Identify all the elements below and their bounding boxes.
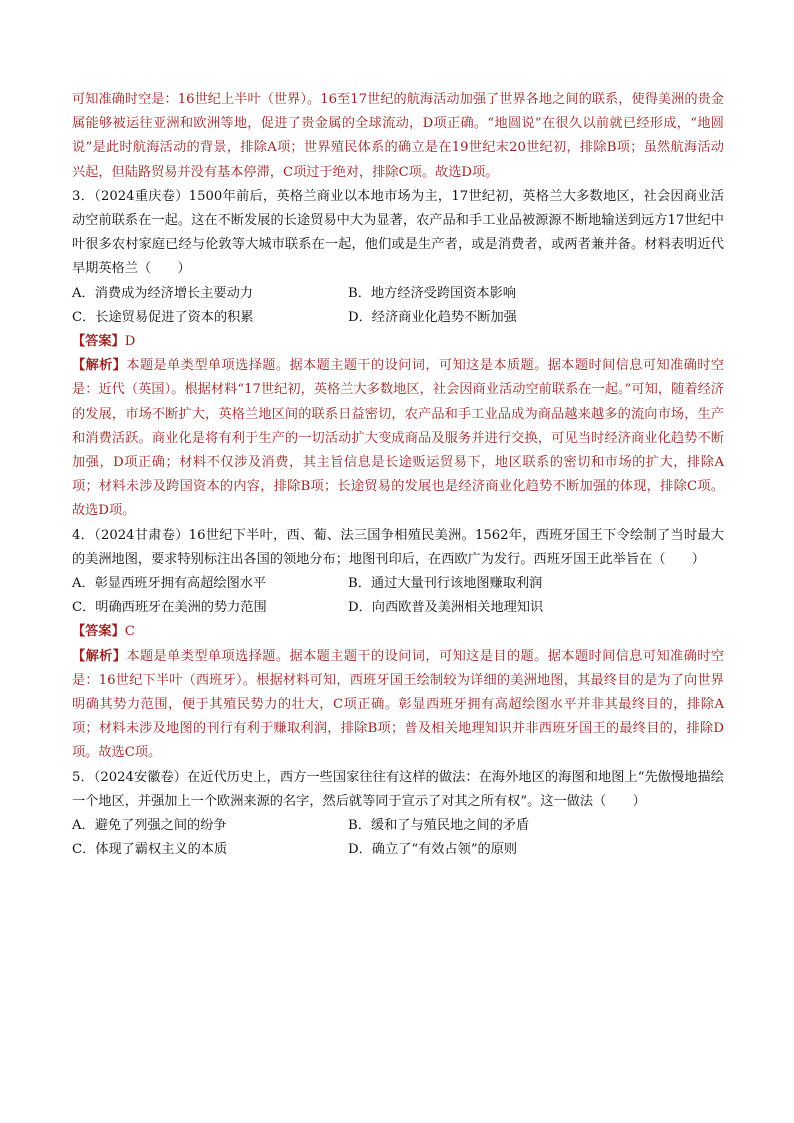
analysis-text: 本题是单类型单项选择题。据本题主题干的设问词，可知这是本质题。据本题时间信息可知准确时空是：近代（英国）。根据材料“17世纪初，英格兰大多数地区，社会因商业活动空前联系在一起。”可知，随着经济的发展，市场不断扩大，英格兰地区间的联系日益密切，农产品和手工业品成为商品越来越多的流向市场，生产和消费活跃。商业化是将有利于生产的一切活动扩大变成商品及服务并进行交换，可见当时经济商业化趋势不断加强，D项正确；材料不仅涉及消费，其主旨信息是长途贩运贸易下，地区联系的密切和市场的扩大，排除A项；材料未涉及跨国资本的内容，排除B项；长途贸易的发展也是经济商业化趋势不断加强的体现，排除C项。故选D项。 xyxy=(72,358,725,519)
question-5-option-c: C．体现了霸权主义的本质 xyxy=(72,842,228,858)
question-5-options xyxy=(72,814,724,862)
question-4-option-b: B．通过大量刊行该地图赚取利润 xyxy=(348,576,543,592)
intro-analysis: 可知准确时空是：16世纪上半叶（世界）。16至17世纪的航海活动加强了世界各地之间的联系，使得美洲的贵金属能够被运往亚洲和欧洲等地，促进了贵金属的全球流动，D项正确。“地圆说”在很久以前就已经形成，“地圆说”是此时航海活动的背景，排除A项；世界殖民体系的确立是在19世纪末20世纪初，排除B项；虽然航海活动兴起，但陆路贸易并没有基本停滞，C项过于绝对，排除C项。故选D项。 xyxy=(72,92,724,180)
question-4-options xyxy=(72,572,724,620)
question-3-option-b: B．地方经济受跨国资本影响 xyxy=(348,285,516,301)
question-3-analysis xyxy=(72,354,724,523)
document-page xyxy=(72,88,724,863)
question-4-stem: 4．（2024甘肃卷）16世纪下半叶，西、葡、法三国争相殖民美洲。1562年，西班牙国王下令绘制了当时最大的美洲地图，要求特别标注出各国的领地分布；地图刊印后，在西欧广为发行。西班牙国王此举旨在（ ） xyxy=(72,527,724,567)
question-4-option-c: C．明确西班牙在美洲的势力范围 xyxy=(72,600,267,616)
question-4-analysis xyxy=(72,645,724,766)
question-3-options xyxy=(72,282,724,330)
analysis-text: 本题是单类型单项选择题。据本题主题干的设问词，可知这是目的题。据本题时间信息可知准确时空是：16世纪下半叶（西班牙）。根据材料可知，西班牙国王绘制较为详细的美洲地图，其最终目的是为了向世界明确其势力范围，便于其殖民势力的壮大，C项正确。彰显西班牙拥有高超绘图水平并非其最终目的，排除A项；材料未涉及地图的刊行有利于赚取利润，排除B项；普及相关地理知识并非西班牙国王的最终目的，排除D项。故选C项。 xyxy=(72,648,725,761)
question-5-option-b: B．缓和了与殖民地之间的矛盾 xyxy=(348,818,530,834)
question-5-stem: 5．（2024安徽卷）在近代历史上，西方一些国家往往有这样的做法：在海外地区的海图和地图上“先傲慢地描绘一个地区，并强加上一个欧洲来源的名字，然后就等同于宣示了对其之所有权”。这一做法（ ） xyxy=(72,769,724,809)
question-3-option-a: A．消费成为经济增长主要动力 xyxy=(72,285,253,301)
answer-value: C xyxy=(124,624,135,640)
analysis-tag: 【解析】 xyxy=(72,358,127,374)
analysis-tag: 【解析】 xyxy=(72,648,127,664)
question-3-stem: 3．（2024重庆卷）1500年前后，英格兰商业以本地市场为主，17世纪初，英格兰大多数地区，社会因商业活动空前联系在一起。这在不断发展的长途贸易中大为显著，农产品和手工业品被源源不断地输送到远方17世纪中叶很多农村家庭已经与伦敦等大城市联系在一起，他们或是生产者，或是消费者，或两者兼并备。材料表明近代早期英格兰（ ） xyxy=(72,188,724,277)
question-5-option-d: D．确立了“有效占领”的原则 xyxy=(348,842,518,858)
question-5-option-a: A．避免了列强之间的纷争 xyxy=(72,818,227,834)
answer-tag: 【答案】 xyxy=(72,334,125,350)
question-4-option-d: D．向西欧普及美洲相关地理知识 xyxy=(348,600,544,616)
question-3-option-c: C．长途贸易促进了资本的积累 xyxy=(72,309,254,325)
question-4-option-a: A．彰显西班牙拥有高超绘图水平 xyxy=(72,576,267,592)
answer-tag: 【答案】 xyxy=(72,624,125,640)
question-4-answer xyxy=(72,620,724,644)
question-3-answer xyxy=(72,330,724,354)
question-3-option-d: D．经济商业化趋势不断加强 xyxy=(348,309,517,325)
answer-value: D xyxy=(124,334,136,350)
